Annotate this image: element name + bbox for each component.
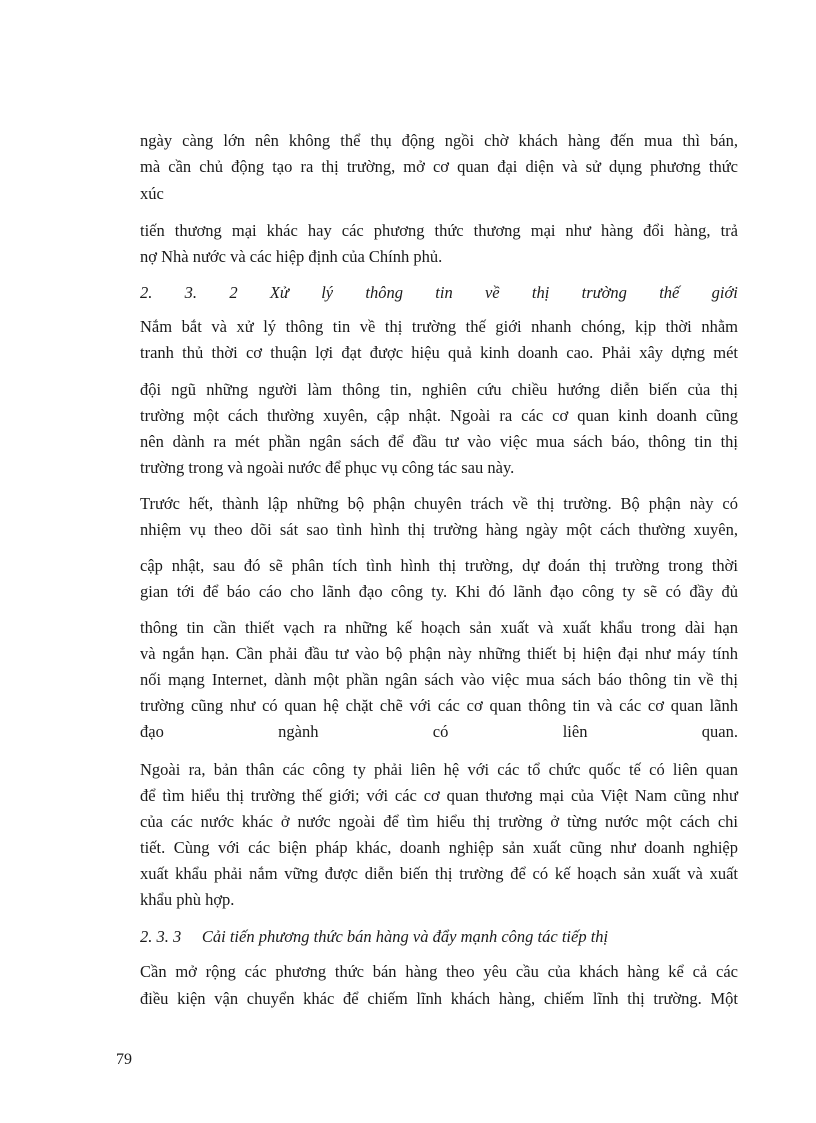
- text-line: mà cần chủ động tạo ra thị trường, mở cơ quan đại diện và sử dụng phương thức: [140, 157, 738, 176]
- page-number: 79: [116, 1051, 132, 1068]
- heading-word: 2: [229, 283, 238, 302]
- text-line: của các nước khác ở nước ngoài để tìm hiểu thị trường ở từng nước một cách chi: [140, 812, 738, 831]
- heading-word: Xử: [269, 283, 289, 302]
- section-heading-2-3-3: 2. 3. 3 Cải tiến phương thức bán hàng và đẩy mạnh công tác tiếp thị: [140, 927, 609, 946]
- heading-word: giới: [711, 283, 738, 302]
- heading-word: về: [484, 283, 500, 302]
- heading-word: thị: [531, 283, 550, 302]
- text-line: thông tin cần thiết vạch ra những kế hoạch sản xuất và xuất khẩu trong dài hạn: [140, 618, 738, 637]
- heading-word: 2.: [140, 283, 153, 302]
- text-line: cập nhật, sau đó sẽ phân tích tình hình thị trường, dự đoán thị trường trong thời: [140, 556, 738, 575]
- text-line: và ngắn hạn. Cần phải đầu tư vào bộ phận này những thiết bị hiện đại như máy tính: [140, 644, 738, 663]
- text-line: điều kiện vận chuyển khác để chiếm lĩnh khách hàng, chiếm lĩnh thị trường. Một: [140, 989, 738, 1008]
- text-line: đội ngũ những người làm thông tin, nghiên cứu chiều hướng diễn biến của thị: [140, 380, 738, 399]
- text-line: nợ Nhà nước và các hiệp định của Chính phủ.: [140, 247, 443, 266]
- text-line: nhiệm vụ theo dõi sát sao tình hình thị trường hàng ngày một cách thường xuyên,: [140, 520, 738, 539]
- text-line: xuất khẩu phải nắm vững được diễn biến thị trường để có kế hoạch sản xuất và xuất: [140, 864, 738, 883]
- text-line: Ngoài ra, bản thân các công ty phải liên hệ với các tổ chức quốc tế có liên quan: [140, 760, 738, 779]
- text-line: để tìm hiểu thị trường thế giới; với các cơ quan thương mại của Việt Nam cũng như: [140, 786, 738, 805]
- section-heading-2-3-2: [140, 283, 738, 303]
- text-line: trường trong và ngoài nước để phục vụ công tác sau này.: [140, 458, 515, 477]
- text-line: gian tới để báo cáo cho lãnh đạo công ty. Khi đó lãnh đạo công ty sẽ có đầy đủ: [140, 582, 738, 601]
- text-line: khẩu phù hợp.: [140, 890, 235, 909]
- heading-word: tin: [435, 283, 453, 302]
- text-line: tranh thủ thời cơ thuận lợi đạt được hiệu quả kinh doanh cao. Phải xây dựng mét: [140, 343, 738, 362]
- text-line: Cần mở rộng các phương thức bán hàng theo yêu cầu của khách hàng kể cả các: [140, 962, 738, 981]
- text-line: trường cũng như có quan hệ chặt chẽ với các cơ quan thông tin và các cơ quan lãnh: [140, 696, 738, 715]
- text-line: nên dành ra mét phần ngân sách để đầu tư vào việc mua sách báo, thông tin thị: [140, 432, 738, 451]
- text-line: ngày càng lớn nên không thể thụ động ngồi chờ khách hàng đến mua thì bán,: [140, 131, 738, 150]
- heading-word: trường: [581, 283, 627, 302]
- text-line: xúc: [140, 184, 164, 203]
- text-line: tiến thương mại khác hay các phương thức thương mại như hàng đổi hàng, trả: [140, 221, 738, 240]
- heading-word: thế: [659, 283, 680, 302]
- heading-word: thông: [365, 283, 403, 302]
- text-line: tiết. Cùng với các biện pháp khác, doanh nghiệp sản xuất cũng như doanh nghiệp: [140, 838, 738, 857]
- heading-word: lý: [321, 283, 334, 302]
- text-line: nối mạng Internet, dành một phần ngân sách vào việc mua sách báo thông tin về thị: [140, 670, 738, 689]
- text-line: Trước hết, thành lập những bộ phận chuyên trách về thị trường. Bộ phận này có: [140, 494, 738, 513]
- text-line: Nắm bắt và xử lý thông tin về thị trường thế giới nhanh chóng, kịp thời nhằm: [140, 317, 738, 336]
- text-line: đạo ngành có liên quan.: [140, 722, 738, 741]
- text-line: trường một cách thường xuyên, cập nhật. Ngoài ra các cơ quan kinh doanh cũng: [140, 406, 738, 425]
- heading-word: 3.: [184, 283, 198, 302]
